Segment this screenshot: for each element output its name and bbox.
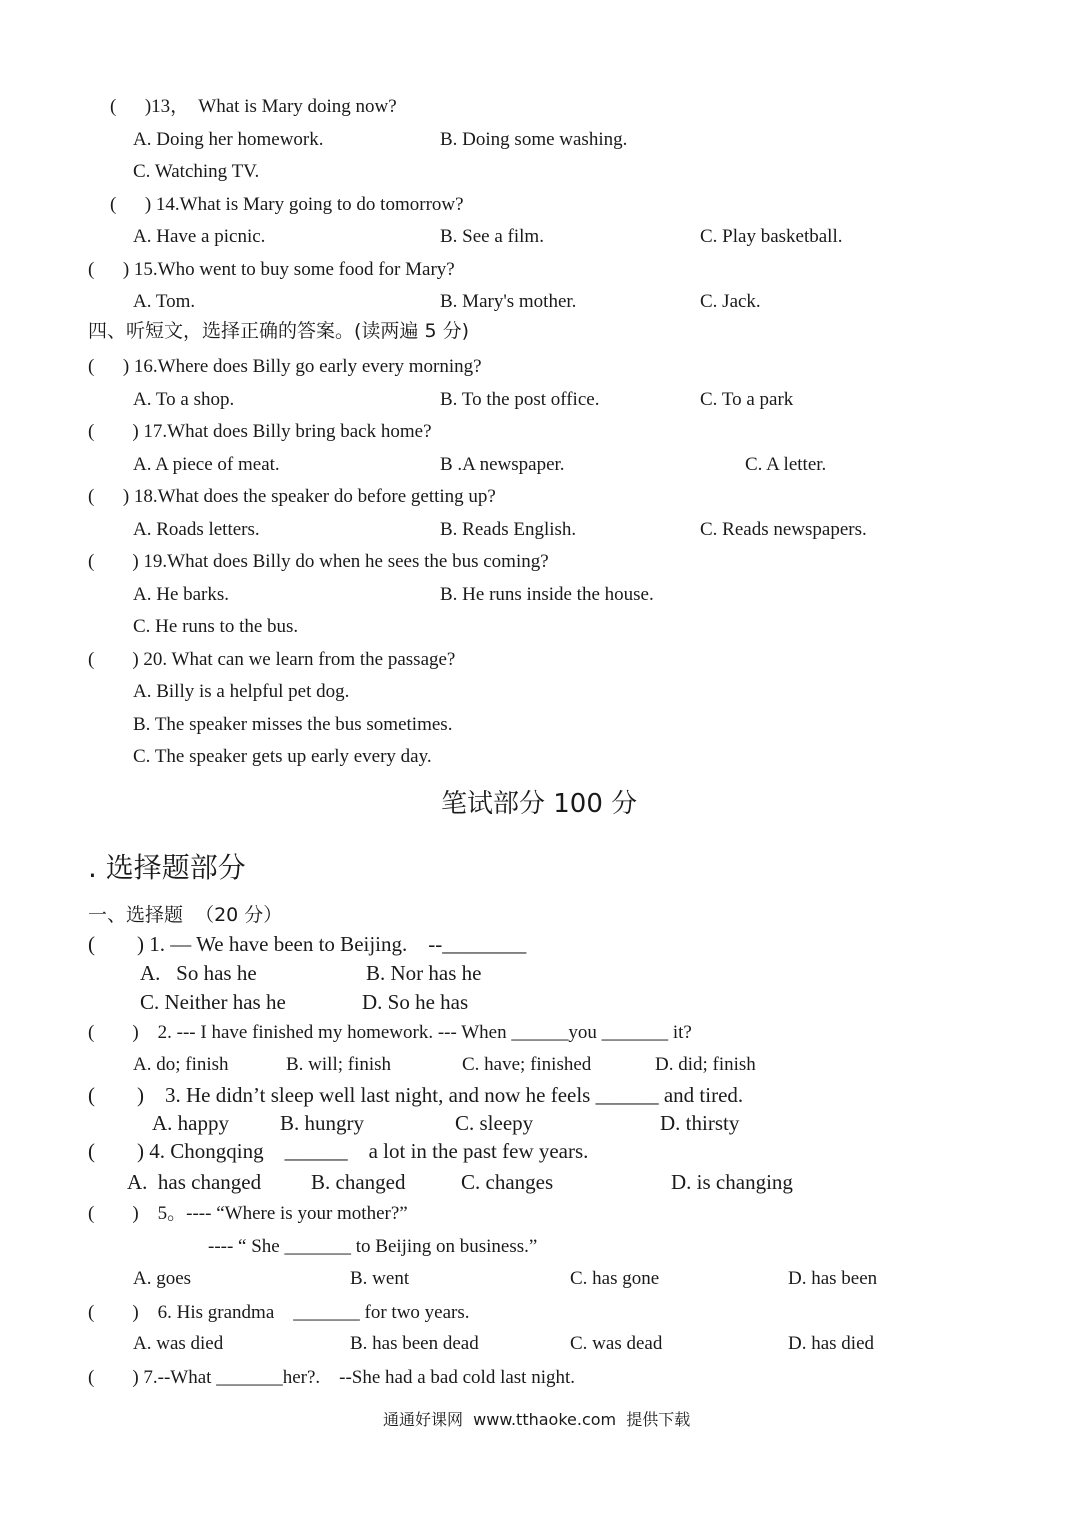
w-q5-stem-2: ---- “ She _______ to Beijing on business.”	[208, 1236, 538, 1257]
w-q3-option-a: A. happy	[152, 1111, 229, 1135]
section1-title: 一、选择题 （20 分）	[88, 904, 283, 926]
w-q5-option-a: A. goes	[133, 1268, 192, 1289]
page-footer: 通通好课网 www.tthaoke.com 提供下载	[383, 1410, 691, 1429]
w-q6-option-b: B. has been dead	[350, 1333, 479, 1354]
q15-option-c: C. Jack.	[700, 291, 761, 312]
q19-option-b: B. He runs inside the house.	[440, 584, 654, 605]
q20-option-a: A. Billy is a helpful pet dog.	[133, 681, 350, 702]
q16-option-a: A. To a shop.	[133, 389, 235, 410]
q14-option-c: C. Play basketball.	[700, 226, 843, 247]
w-q1-option-b: B. Nor has he	[366, 961, 482, 985]
q18-option-a: A. Roads letters.	[133, 519, 260, 540]
q17-option-b: B .A newspaper.	[440, 454, 565, 475]
w-q3-stem: ( ) 3. He didn’t sleep well last night, and now he feels ______ and tired.	[88, 1083, 744, 1107]
q13-stem: ( )13， What is Mary doing now?	[110, 96, 397, 117]
q15-stem: ( ) 15.Who went to buy some food for Mary?	[88, 259, 455, 280]
w-q5-option-d: D. has been	[788, 1268, 878, 1289]
q16-stem: ( ) 16.Where does Billy go early every morning?	[88, 356, 482, 377]
q17-stem: ( ) 17.What does Billy bring back home?	[88, 421, 432, 442]
w-q1-option-a: A. So has he	[140, 961, 257, 985]
w-q6-option-a: A. was died	[133, 1333, 224, 1354]
w-q4-option-c: C. changes	[461, 1170, 554, 1194]
w-q7-stem: ( ) 7.--What _______her?. --She had a bad cold last night.	[88, 1367, 576, 1388]
q13-option-c: C. Watching TV.	[133, 161, 260, 182]
q16-option-b: B. To the post office.	[440, 389, 600, 410]
w-q3-option-d: D. thirsty	[660, 1111, 740, 1135]
q18-option-c: C. Reads newspapers.	[700, 519, 867, 540]
q18-stem: ( ) 18.What does the speaker do before getting up?	[88, 486, 496, 507]
w-q4-option-b: B. changed	[311, 1170, 406, 1194]
q14-stem: ( ) 14.What is Mary going to do tomorrow?	[110, 194, 464, 215]
q17-option-c: C. A letter.	[745, 454, 827, 475]
w-q4-option-a: A. has changed	[127, 1170, 262, 1194]
w-q1-option-c: C. Neither has he	[140, 990, 286, 1014]
q15-option-b: B. Mary's mother.	[440, 291, 577, 312]
written-heading: 笔试部分 100 分	[441, 789, 638, 819]
q16-option-c: C. To a park	[700, 389, 794, 410]
q14-option-b: B. See a film.	[440, 226, 544, 247]
q18-option-b: B. Reads English.	[440, 519, 577, 540]
w-q5-option-b: B. went	[350, 1268, 410, 1289]
w-q2-option-a: A. do; finish	[133, 1054, 229, 1075]
q13-option-a: A. Doing her homework.	[133, 129, 324, 150]
w-q2-stem: ( ) 2. --- I have finished my homework. --- When ______you _______ it?	[88, 1022, 692, 1043]
w-q6-option-c: C. was dead	[570, 1333, 663, 1354]
w-q4-stem: ( ) 4. Chongqing ______ a lot in the past few years.	[88, 1139, 589, 1163]
q20-option-b: B. The speaker misses the bus sometimes.	[133, 714, 453, 735]
q15-option-a: A. Tom.	[133, 291, 196, 312]
w-q6-option-d: D. has died	[788, 1333, 875, 1354]
w-q2-option-b: B. will; finish	[286, 1054, 392, 1075]
q13-option-b: B. Doing some washing.	[440, 129, 628, 150]
q14-option-a: A. Have a picnic.	[133, 226, 266, 247]
q19-stem: ( ) 19.What does Billy do when he sees the bus coming?	[88, 551, 549, 572]
w-q5-option-c: C. has gone	[570, 1268, 660, 1289]
w-q4-option-d: D. is changing	[671, 1170, 793, 1194]
w-q1-option-d: D. So he has	[362, 990, 469, 1014]
q19-option-c: C. He runs to the bus.	[133, 616, 299, 637]
q17-option-a: A. A piece of meat.	[133, 454, 280, 475]
q20-option-c: C. The speaker gets up early every day.	[133, 746, 432, 767]
section4-title: 四、听短文，选择正确的答案。(读两遍 5 分)	[88, 320, 469, 342]
q20-stem: ( ) 20. What can we learn from the passage?	[88, 649, 456, 670]
part-title: . 选择题部分	[88, 851, 246, 884]
w-q3-option-b: B. hungry	[280, 1111, 364, 1135]
w-q6-stem: ( ) 6. His grandma _______ for two years.	[88, 1302, 470, 1323]
w-q2-option-c: C. have; finished	[462, 1054, 592, 1075]
w-q1-stem: ( ) 1. — We have been to Beijing. --________	[88, 932, 527, 956]
q19-option-a: A. He barks.	[133, 584, 230, 605]
w-q5-stem: ( ) 5。---- “Where is your mother?”	[88, 1203, 408, 1224]
w-q2-option-d: D. did; finish	[655, 1054, 756, 1075]
w-q3-option-c: C. sleepy	[455, 1111, 534, 1135]
